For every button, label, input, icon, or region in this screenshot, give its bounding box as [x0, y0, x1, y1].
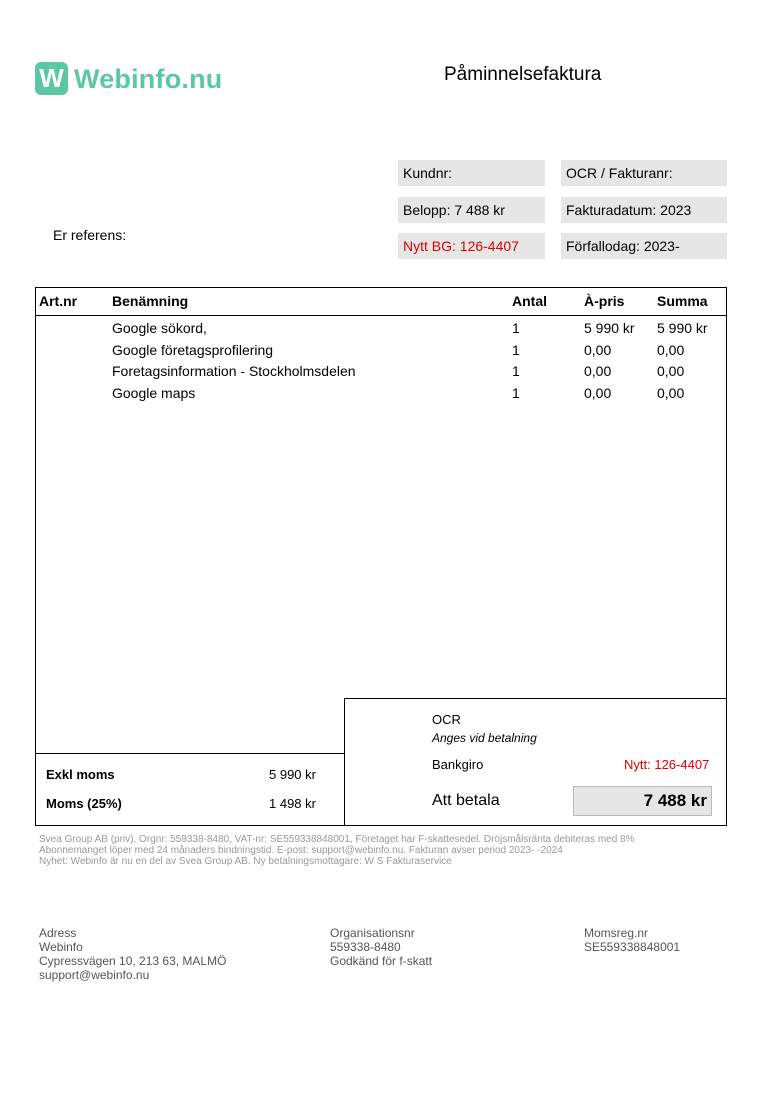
row-benamning: Foretagsinformation - Stockholmsdelen	[112, 363, 356, 379]
orgnr-value: 559338-8480	[330, 940, 401, 954]
row-apris: 0,00	[584, 385, 612, 401]
row-antal: 1	[512, 320, 520, 336]
logo-text: Webinfo.nu	[74, 64, 223, 94]
col-header-apris: À-pris	[584, 293, 625, 309]
att-betala-label: Att betala	[432, 792, 500, 809]
orgnr-column	[330, 926, 432, 968]
row-summa: 0,00	[657, 363, 685, 379]
row-antal: 1	[512, 342, 520, 358]
payment-left-divider	[344, 698, 345, 826]
moms-value: 1 498 kr	[269, 796, 316, 811]
ocr-hint: Anges vid betalning	[432, 731, 537, 745]
row-apris: 0,00	[584, 342, 612, 358]
momsreg-column	[584, 926, 680, 954]
row-antal: 1	[512, 363, 520, 379]
belopp-box: Belopp: 7 488 kr	[398, 197, 545, 223]
col-header-antal: Antal	[512, 293, 547, 309]
col-header-artnr: Art.nr	[39, 293, 78, 309]
row-antal: 1	[512, 385, 520, 401]
header-divider	[35, 315, 727, 316]
footer-line-1: Svea Group AB (priv), Orgnr: 559338-8480, VAT-nr: SE559338848001, Företaget har F-skattesedel. Dröjsmålsränta debiteras med 8%	[39, 834, 635, 845]
ocr-label: OCR	[432, 712, 461, 727]
row-summa: 0,00	[657, 342, 685, 358]
footer-line-2: Abonnemanget löper med 24 månaders bindningstid. E-post: support@webinfo.nu. Fakturan avser period 2023- -2024	[39, 845, 563, 856]
fskatt-note: Godkänd för f-skatt	[330, 954, 433, 968]
att-betala-value: 7 488 kr	[573, 786, 712, 816]
momsreg-value: SE559338848001	[584, 940, 681, 954]
col-header-benamning: Benämning	[112, 293, 189, 309]
row-benamning: Google företagsprofilering	[112, 342, 274, 358]
exkl-moms-value: 5 990 kr	[269, 767, 316, 782]
orgnr-heading: Organisationsnr	[330, 926, 415, 940]
document-title: Påminnelsefaktura	[444, 64, 602, 85]
row-summa: 0,00	[657, 385, 685, 401]
row-benamning: Google maps	[112, 385, 196, 401]
kundnr-box: Kundnr:	[398, 160, 545, 186]
row-apris: 5 990 kr	[584, 320, 635, 336]
moms-label: Moms (25%)	[46, 796, 122, 811]
row-apris: 0,00	[584, 363, 612, 379]
payment-top-divider	[344, 698, 727, 699]
col-header-summa: Summa	[657, 293, 708, 309]
company-name: Webinfo	[39, 940, 83, 954]
reference-label: Er referens:	[53, 227, 127, 243]
address-heading: Adress	[39, 926, 77, 940]
summary-top-divider	[35, 753, 345, 754]
row-summa: 5 990 kr	[657, 320, 708, 336]
fakturadatum-box: Fakturadatum: 2023	[561, 197, 727, 223]
bankgiro-label: Bankgiro	[432, 757, 484, 772]
support-email: support@webinfo.nu	[39, 968, 150, 982]
street-address: Cypressvägen 10, 213 63, MALMÖ	[39, 954, 227, 968]
exkl-moms-label: Exkl moms	[46, 767, 115, 782]
momsreg-heading: Momsreg.nr	[584, 926, 649, 940]
row-benamning: Google sökord,	[112, 320, 207, 336]
forfallodag-box: Förfallodag: 2023-	[561, 233, 727, 259]
ocr-fakturanr-box: OCR / Fakturanr:	[561, 160, 727, 186]
bankgiro-value: Nytt: 126-4407	[624, 757, 710, 772]
nytt-bg-box: Nytt BG: 126-4407	[398, 233, 545, 259]
address-column	[39, 926, 226, 982]
footer-line-3: Nyhet: Webinfo är nu en del av Svea Group AB. Ny betalningsmottagare: W S Fakturaservice	[39, 856, 452, 867]
logo-icon: W	[35, 62, 68, 95]
